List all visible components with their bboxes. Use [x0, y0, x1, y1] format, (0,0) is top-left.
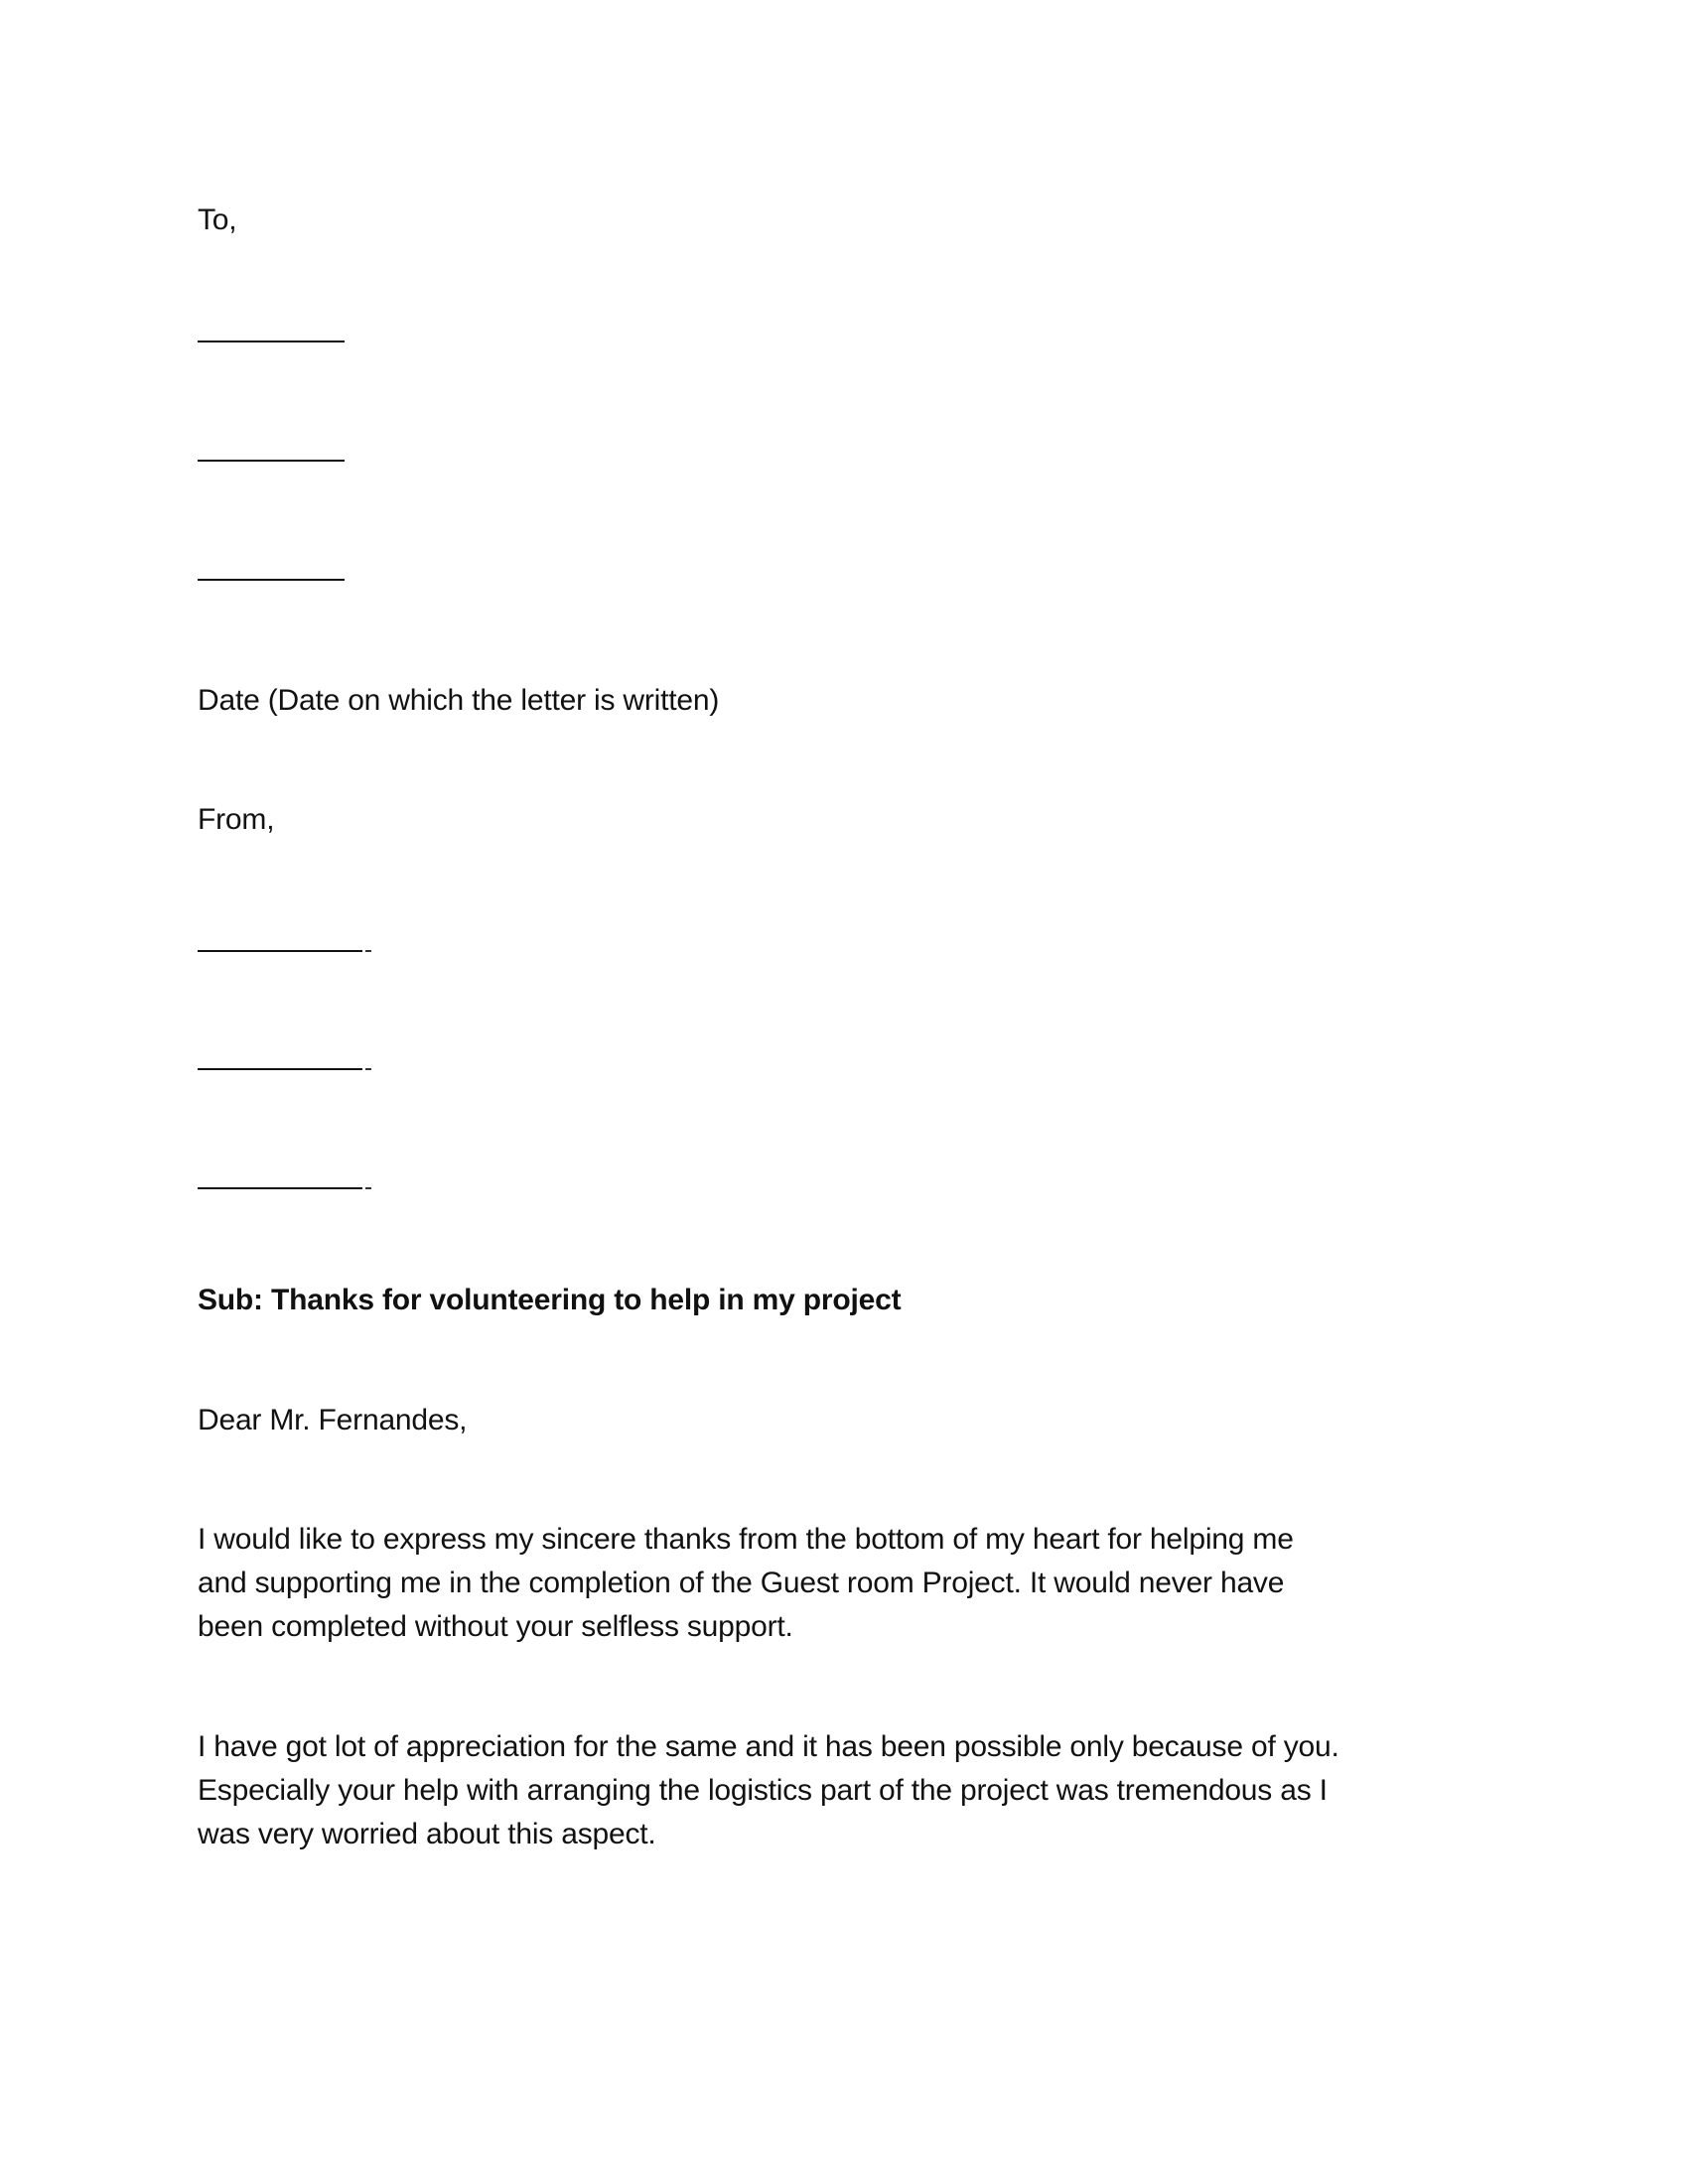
- dash-mark: [365, 950, 371, 952]
- paragraph-line: and supporting me in the completion of the Guest room Project. It would never have: [198, 1567, 1285, 1599]
- paragraph-line: was very worried about this aspect.: [198, 1818, 656, 1850]
- date-line: Date (Date on which the letter is written): [198, 684, 720, 717]
- dash-mark: [365, 1187, 371, 1189]
- subject-line: Sub: Thanks for volunteering to help in my project: [198, 1284, 902, 1316]
- from-address-blank-line-3: [198, 1187, 362, 1189]
- body-paragraph-1: [198, 1518, 1294, 1649]
- paragraph-line: I would like to express my sincere thanks from the bottom of my heart for helping me: [198, 1523, 1294, 1556]
- to-label: To,: [198, 204, 237, 236]
- paragraph-line: Especially your help with arranging the logistics part of the project was tremendous as I: [198, 1774, 1328, 1807]
- salutation: Dear Mr. Fernandes,: [198, 1404, 468, 1436]
- from-label: From,: [198, 803, 275, 836]
- from-address-blank-line-1: [198, 950, 362, 952]
- to-address-blank-line-3: [198, 579, 345, 581]
- to-address-blank-line-1: [198, 341, 345, 342]
- body-paragraph-2: [198, 1725, 1339, 1856]
- from-address-blank-line-2: [198, 1068, 362, 1070]
- to-address-blank-line-2: [198, 460, 345, 462]
- paragraph-line: been completed without your selfless support.: [198, 1610, 793, 1643]
- paragraph-line: I have got lot of appreciation for the same and it has been possible only because of you.: [198, 1730, 1339, 1763]
- dash-mark: [365, 1068, 371, 1070]
